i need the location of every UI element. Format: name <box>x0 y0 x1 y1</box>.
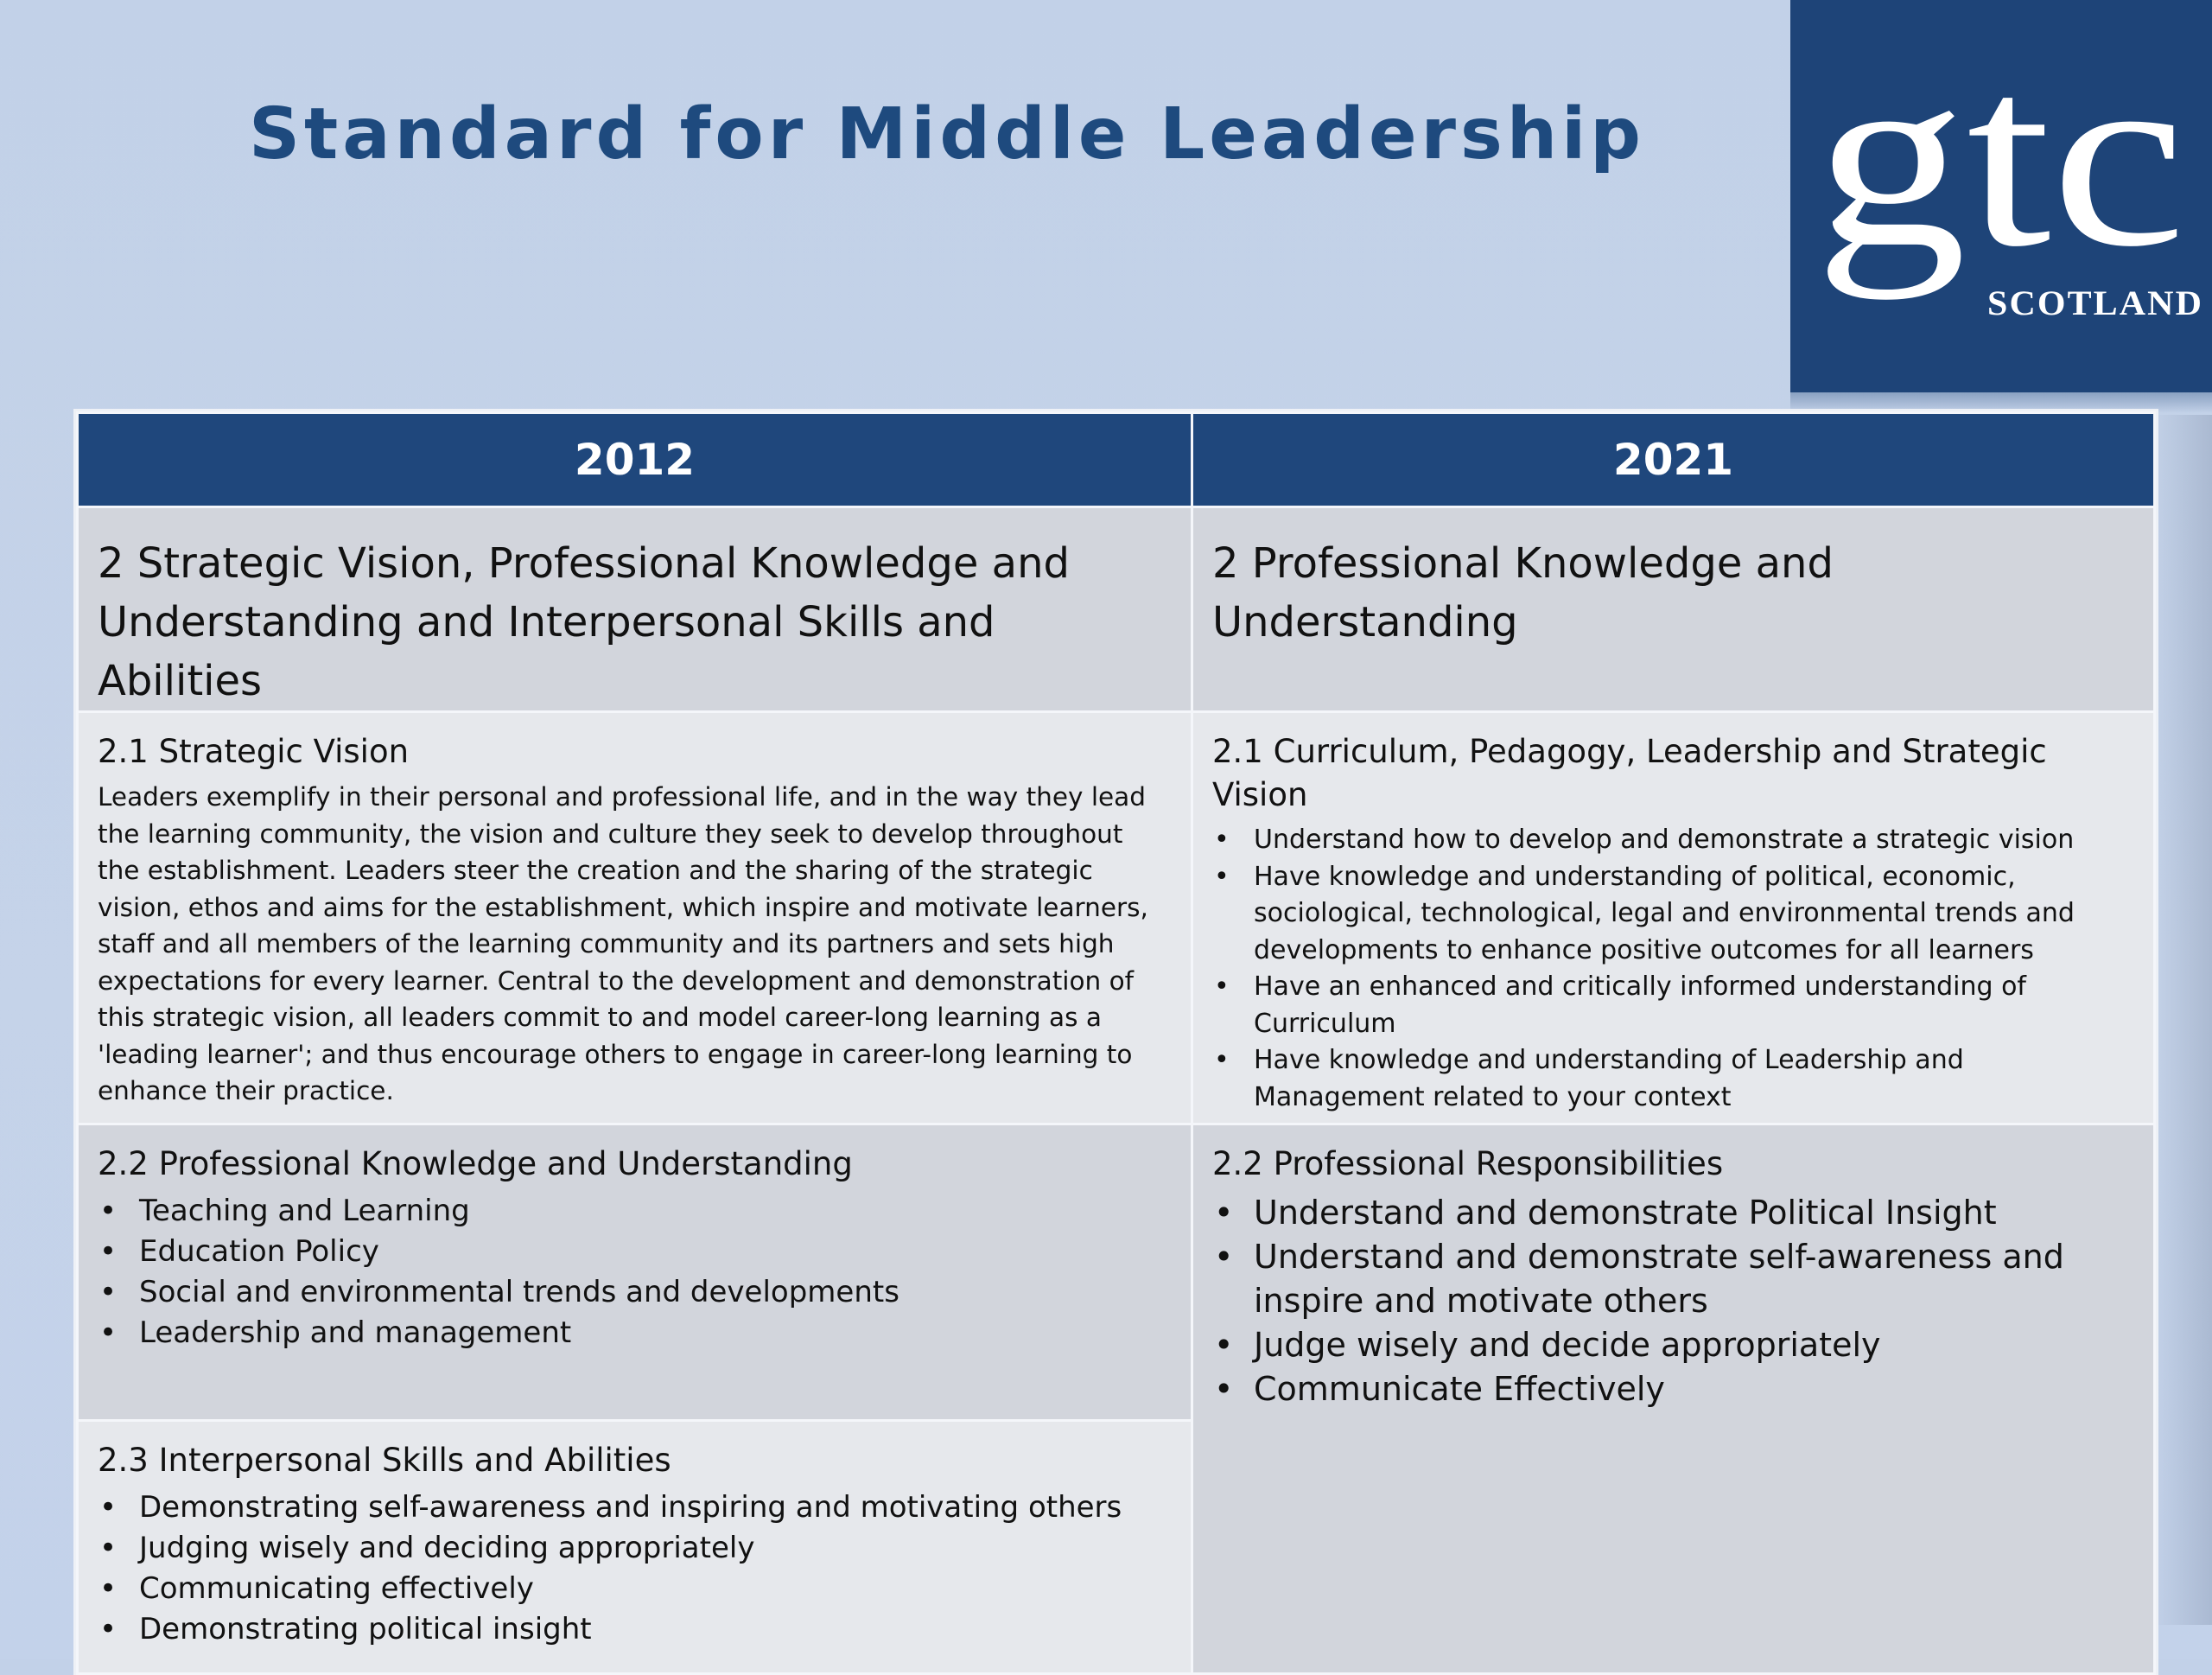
section-2-1-row <box>78 712 2155 1124</box>
list-item: • Social and environmental trends and developments <box>98 1272 1172 1313</box>
section-title: 2.1 Curriculum, Pedagogy, Leadership and Strategic Vision <box>1212 733 2047 813</box>
list-item: • Communicate Effectively <box>1212 1367 2134 1411</box>
list-item: • Have an enhanced and critically informed understanding of Curriculum <box>1212 969 2134 1042</box>
logo-main-text: gtc <box>1815 13 2186 300</box>
section-title: 2.2 Professional Knowledge and Understanding <box>98 1145 853 1182</box>
heading-2021: 2 Professional Knowledge and Understanding <box>1192 507 2155 712</box>
list-item: • Leadership and management <box>98 1313 1172 1353</box>
section-title: 2.1 Strategic Vision <box>98 733 410 770</box>
list-item: • Have knowledge and understanding of political, economic, sociological, technological, legal and environmental trends and developments to enhance positive outcomes for all learners <box>1212 859 2134 970</box>
list-item: • Judging wisely and deciding appropriately <box>98 1528 1172 1569</box>
column-header-2012: 2012 <box>78 413 1192 507</box>
bullet-list <box>98 1191 1172 1353</box>
heading-2012: 2 Strategic Vision, Professional Knowledge and Understanding and Interpersonal Skills and Abilities <box>78 507 1192 712</box>
cell-2012-interpersonal-skills <box>78 1421 1192 1674</box>
column-header-2021: 2021 <box>1192 413 2155 507</box>
list-item: • Education Policy <box>98 1232 1172 1272</box>
logo-sub-text: SCOTLAND <box>1987 283 2203 322</box>
gtc-scotland-logo <box>1790 0 2212 392</box>
list-item: • Demonstrating political insight <box>98 1609 1172 1650</box>
list-item: • Have knowledge and understanding of Leadership and Management related to your context <box>1212 1042 2134 1116</box>
cell-2012-strategic-vision <box>78 712 1192 1124</box>
bullet-list <box>1212 1191 2134 1411</box>
cell-2021-curriculum <box>1192 712 2155 1124</box>
list-item: • Understand and demonstrate Political Insight <box>1212 1191 2134 1235</box>
table-header-row <box>78 413 2155 507</box>
cell-2012-professional-knowledge <box>78 1124 1192 1421</box>
heading-row <box>78 507 2155 712</box>
logo-shadow <box>1790 392 2212 413</box>
list-item: • Communicating effectively <box>98 1569 1172 1609</box>
list-item: • Judge wisely and decide appropriately <box>1212 1323 2134 1367</box>
slide-edge-shadow <box>2152 415 2212 1625</box>
cell-2021-professional-responsibilities <box>1192 1124 2155 1674</box>
bullet-list <box>1212 822 2134 1116</box>
comparison-table <box>76 411 2156 1675</box>
list-item: • Demonstrating self-awareness and inspiring and motivating others <box>98 1487 1172 1528</box>
slide-title: Standard for Middle Leadership <box>249 93 1645 175</box>
section-title: 2.3 Interpersonal Skills and Abilities <box>98 1442 671 1479</box>
list-item: • Understand how to develop and demonstrate a strategic vision <box>1212 822 2134 859</box>
section-title: 2.2 Professional Responsibilities <box>1212 1145 1724 1182</box>
section-2-2-row <box>78 1124 2155 1421</box>
section-paragraph: Leaders exemplify in their personal and professional life, and in the way they lead the learning community, the vision and culture they seek to develop throughout the establishment. Leaders steer the creation and the sharing of the strategic vision, ethos and aims for the establishment, which inspire and motivate learners, staff and all members of the learning community and its partners and sets high expectations for every learner. Central to the development and demonstration of this strategic vision, all leaders commit to and model career-long learning as a 'leading learner'; and thus encourage others to engage in career-long learning to enhance their practice. <box>98 782 1148 1105</box>
bullet-list <box>98 1487 1172 1650</box>
list-item: • Understand and demonstrate self-awareness and inspire and motivate others <box>1212 1235 2134 1323</box>
list-item: • Teaching and Learning <box>98 1191 1172 1232</box>
